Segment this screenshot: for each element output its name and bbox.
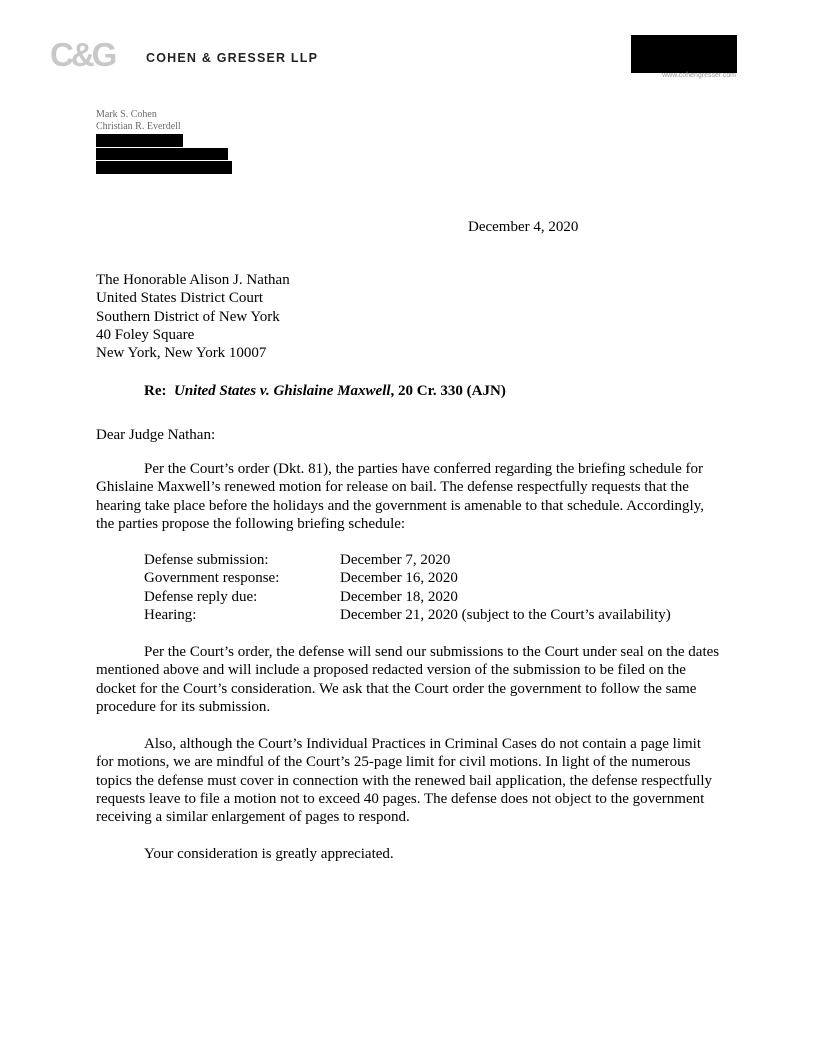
closing-paragraph: Your consideration is greatly appreciated.	[144, 846, 394, 862]
case-number: , 20 Cr. 330 (AJN)	[390, 383, 506, 399]
schedule-label: Defense submission:	[144, 552, 269, 568]
redaction-block	[96, 161, 232, 174]
sender-block	[96, 109, 181, 133]
body-paragraph: Per the Court’s order (Dkt. 81), the parties have conferred regarding the briefing schedule for Ghislaine Maxwell’s renewed motion for release on bail. The defense respectfully requests that the hearing take place before the holidays and the government is amenable to that schedule. Accordingly, the parties propose the following briefing schedule:	[96, 461, 704, 532]
salutation: Dear Judge Nathan:	[96, 427, 216, 443]
redaction-block	[631, 35, 737, 73]
schedule-row	[144, 569, 671, 587]
schedule-row	[144, 588, 671, 606]
schedule-label: Hearing:	[144, 606, 197, 623]
schedule-value: December 18, 2020	[340, 588, 458, 605]
redaction-block	[96, 148, 228, 160]
redaction-block	[96, 134, 183, 147]
address-line: United States District Court	[96, 290, 264, 307]
schedule-label: Defense reply due:	[144, 588, 258, 605]
schedule-value: December 16, 2020	[340, 570, 458, 587]
schedule-row	[144, 551, 671, 569]
address-line: Southern District of New York	[96, 308, 280, 325]
sender-name: Mark S. Cohen	[96, 109, 157, 120]
recipient-address	[96, 271, 290, 362]
address-line: 40 Foley Square	[96, 326, 195, 343]
schedule-row	[144, 606, 671, 624]
schedule-value: December 21, 2020 (subject to the Court’s availability)	[340, 606, 671, 623]
address-line: New York, New York 10007	[96, 345, 267, 362]
re-line	[144, 382, 506, 400]
address-line: The Honorable Alison J. Nathan	[96, 272, 290, 288]
letter-date: December 4, 2020	[468, 219, 579, 235]
body-paragraph: Also, although the Court’s Individual Practices in Criminal Cases do not contain a page limit for motions, we are mindful of the Court’s 25-page limit for civil motions. In light of the numerous topics the defense must cover in connection with the renewed bail application, the defense respectfully requests leave to file a motion not to exceed 40 pages. The defense does not object to the government receiving a similar enlargement of pages to respond.	[96, 736, 713, 826]
schedule-label: Government response:	[144, 570, 280, 587]
firm-logo: C&G	[50, 36, 115, 73]
re-prefix: Re:	[144, 383, 167, 399]
sender-name: Christian R. Everdell	[96, 121, 181, 132]
schedule-value: December 7, 2020	[340, 552, 451, 568]
firm-name: COHEN & GRESSER LLP	[146, 51, 319, 65]
briefing-schedule	[144, 551, 671, 624]
body-paragraph: Per the Court’s order, the defense will send our submissions to the Court under seal on the dates mentioned above and will include a proposed redacted version of the submission to be filed on the docket for the Court’s consideration. We ask that the Court order the government to follow the same procedure for its submission.	[96, 644, 720, 715]
case-name: United States v. Ghislaine Maxwell	[174, 383, 391, 399]
firm-website: www.cohengresser.com	[662, 72, 736, 79]
